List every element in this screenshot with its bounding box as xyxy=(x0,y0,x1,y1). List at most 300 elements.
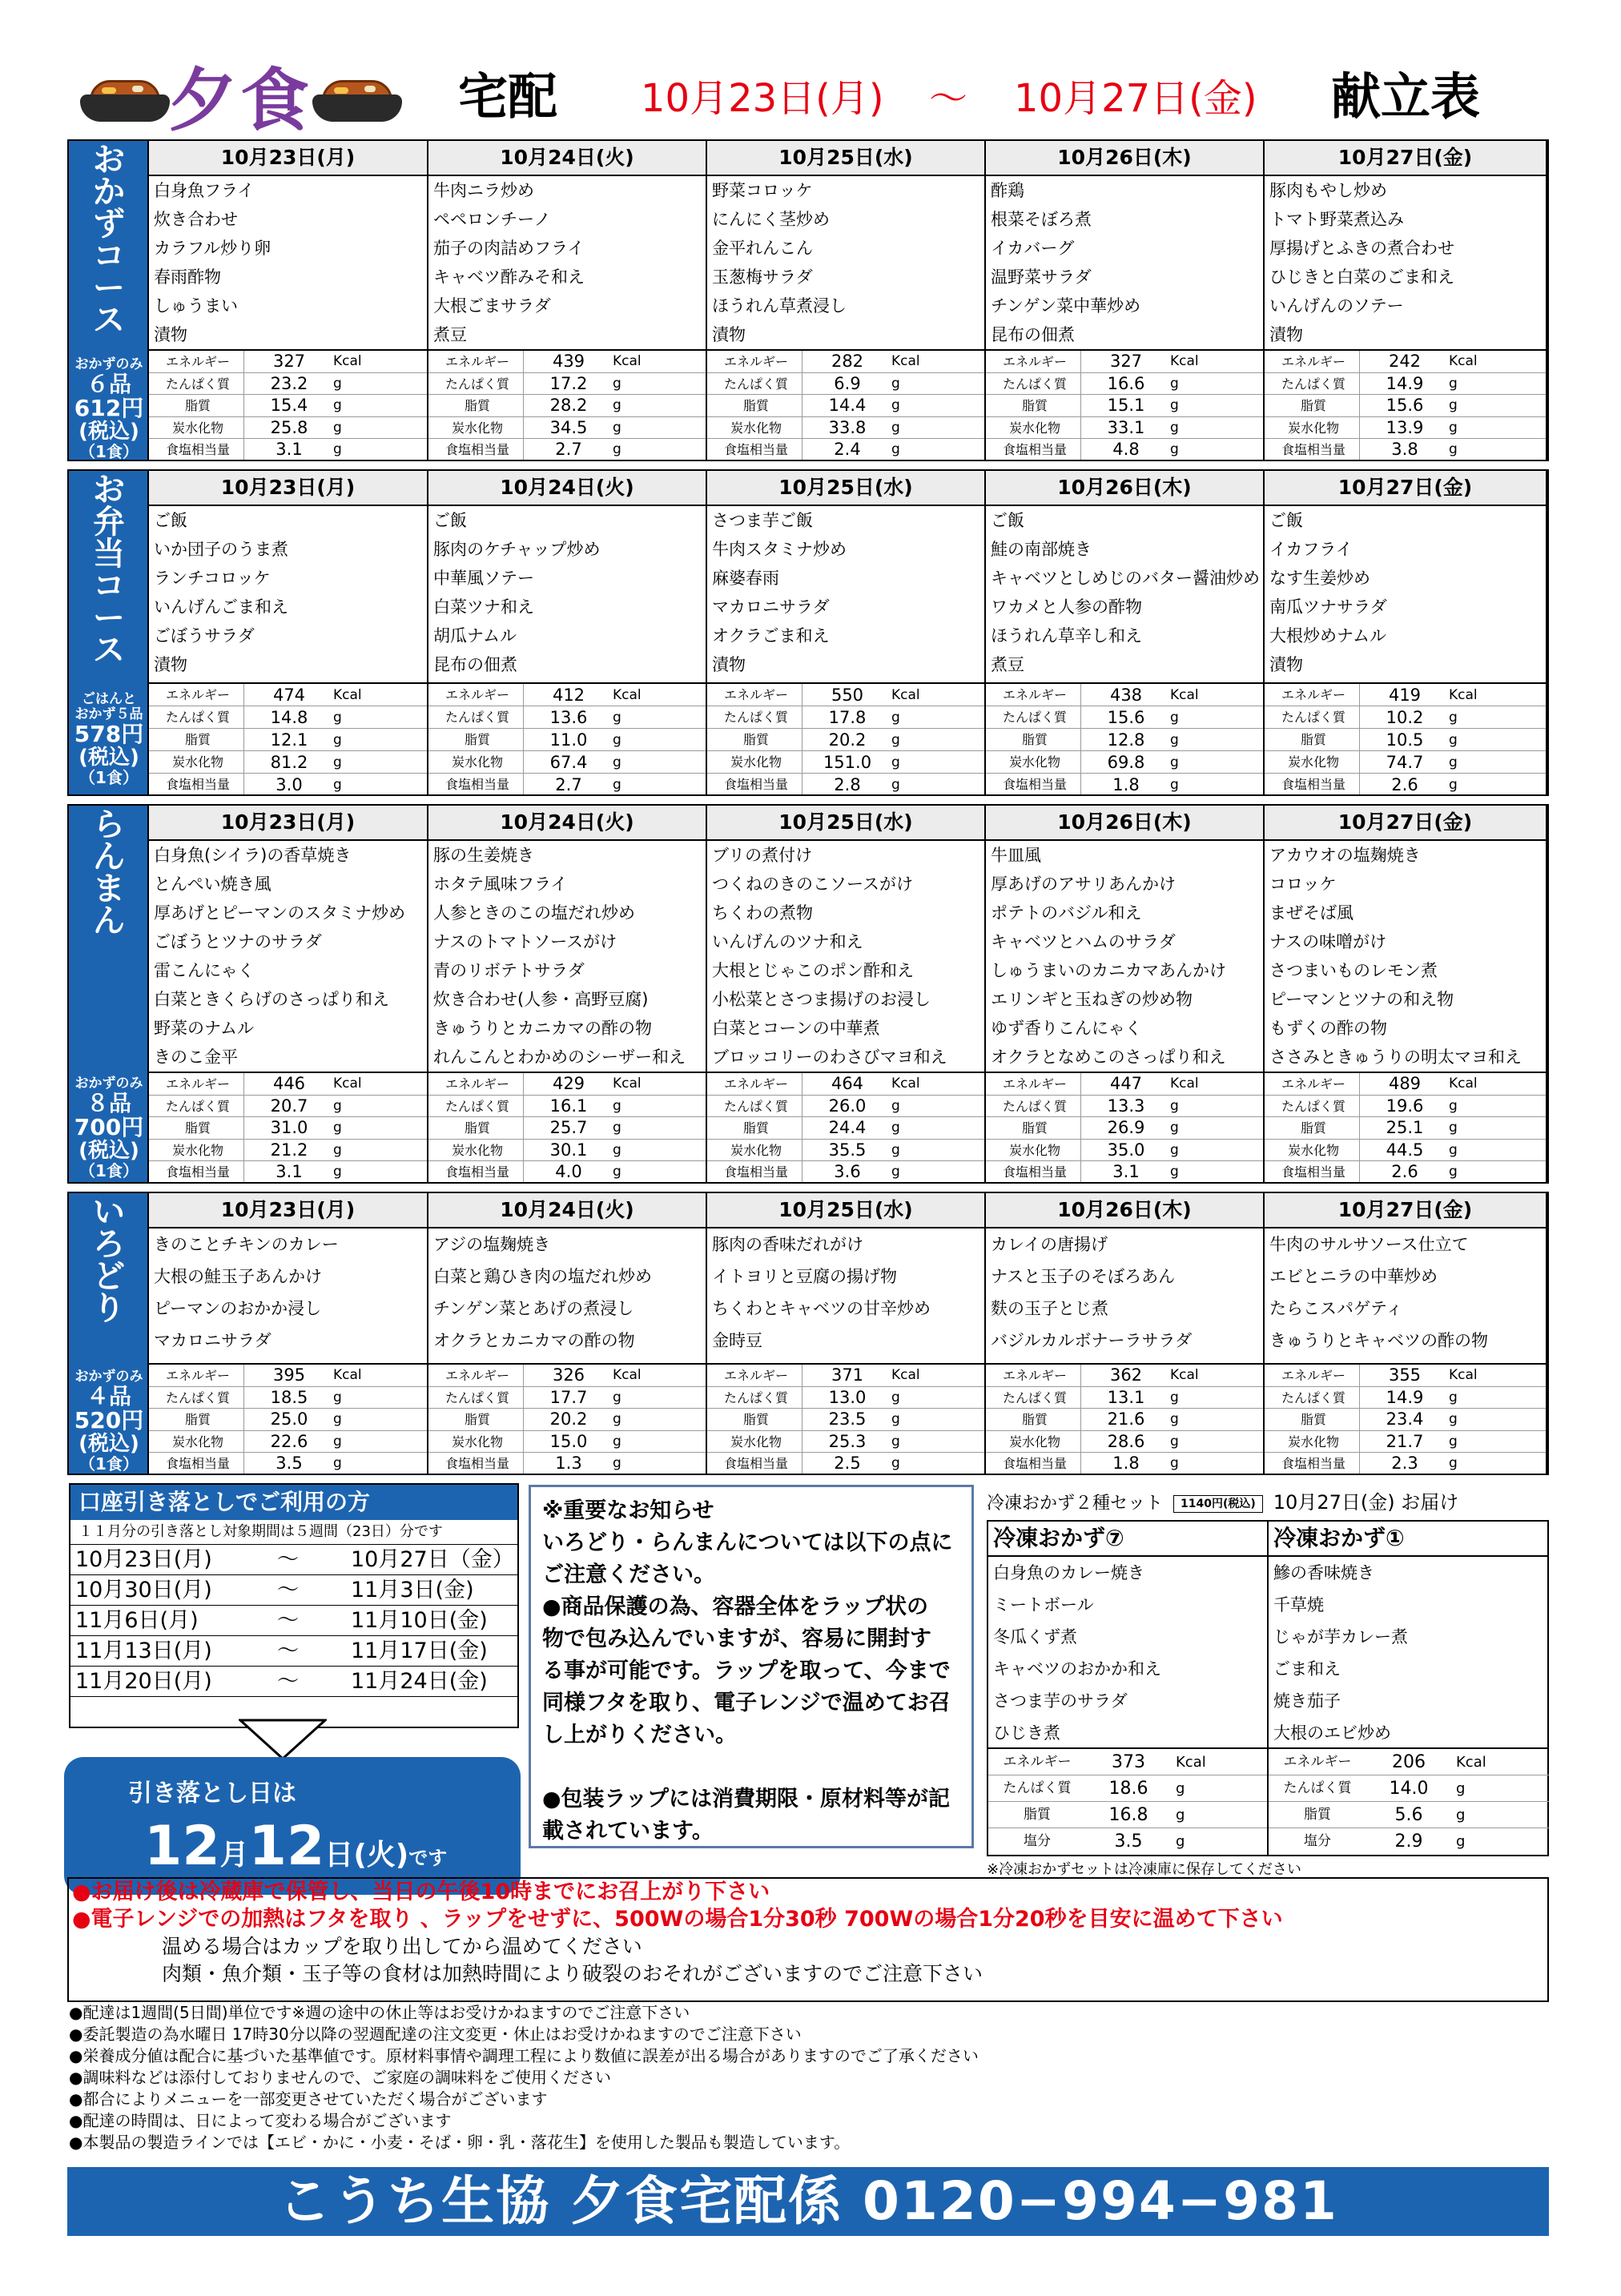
nutrition-unit: Kcal xyxy=(1170,687,1199,703)
menu-item: なす生姜炒め xyxy=(1269,569,1370,588)
nutrition-label: エネルギー xyxy=(444,1076,509,1092)
nutrition-label: 食塩相当量 xyxy=(165,777,230,792)
frozen-set-price: 1140円(税込) xyxy=(1173,1495,1263,1513)
nutrition-row-energy xyxy=(986,684,1263,706)
nutrition-label: 食塩相当量 xyxy=(723,1456,788,1472)
notice-line: ●商品保護の為、容器全体をラップ状の xyxy=(542,1594,929,1619)
frozen-item: 千草焼 xyxy=(1273,1595,1324,1614)
menu-item: マカロニサラダ xyxy=(154,1331,272,1350)
nutrition-value: 25.1 xyxy=(1386,1118,1424,1138)
nutrition-row-salt xyxy=(1265,1161,1546,1184)
debit-label: 引き落とし日は xyxy=(128,1779,296,1807)
date-to: 10月27日(金) xyxy=(1014,76,1257,121)
nutrition-label: 脂質 xyxy=(1021,398,1048,414)
day-menu xyxy=(149,506,428,682)
nutrition-row-fat xyxy=(428,395,706,417)
nutrition-row-fat xyxy=(986,1409,1263,1431)
nutrition-row-fat xyxy=(986,1117,1263,1140)
nutrition-value: 419 xyxy=(1388,686,1422,705)
nutrition-unit: g xyxy=(891,1097,900,1114)
nutrition-row-carb xyxy=(986,1140,1263,1162)
nutrition-value: 6.9 xyxy=(834,373,861,393)
nutrition-table xyxy=(428,1072,707,1182)
nutrition-unit: g xyxy=(1170,1433,1179,1450)
menu-item: 胡瓜ナムル xyxy=(433,626,517,645)
menu-item: 金時豆 xyxy=(712,1331,762,1350)
nutrition-label: エネルギー xyxy=(444,1368,509,1383)
nutrition-unit: g xyxy=(1449,1433,1458,1450)
menu-item: れんこんとわかめのシーザー和え xyxy=(433,1047,686,1067)
nutrition-label: たんぱく質 xyxy=(1281,1098,1345,1114)
nutrition-value: 15.1 xyxy=(1107,396,1145,416)
day-menu xyxy=(707,506,986,682)
nutrition-value: 14.0 xyxy=(1389,1779,1429,1799)
price-items: おかず５品 xyxy=(74,706,143,722)
nutrition-table xyxy=(149,1072,428,1182)
frozen-set xyxy=(987,1485,1549,1878)
day-header: 10月27日(金) xyxy=(1265,471,1547,506)
nutrition-unit: Kcal xyxy=(333,353,362,369)
menu-item: 豚の生姜焼き xyxy=(433,846,534,865)
nutrition-value: 25.8 xyxy=(270,417,308,437)
nutrition-label: 脂質 xyxy=(1300,1412,1326,1428)
nutrition-unit: Kcal xyxy=(613,1367,642,1383)
nutrition-unit: g xyxy=(891,1141,900,1158)
nutrition-unit: g xyxy=(891,777,900,793)
nutrition-value: 439 xyxy=(552,352,585,371)
nutrition-label: 食塩相当量 xyxy=(1281,1456,1345,1472)
nutrition-unit: g xyxy=(333,754,342,770)
menu-item: ひじきと白菜のごま和え xyxy=(1269,267,1454,287)
nutrition-value: 34.5 xyxy=(549,417,588,437)
nutrition-row-salt xyxy=(149,1453,427,1475)
nutrition-table xyxy=(1265,1072,1547,1182)
warning-cup: 温める場合はカップを取り出してから温めてください xyxy=(162,1935,642,1958)
note-item: ●調味料などは添付しておりませんので、ご家庭の調味料をご使用ください xyxy=(69,2068,612,2087)
menu-item: いんげんのソテー xyxy=(1269,296,1404,316)
nutrition-value: 327 xyxy=(1109,352,1143,371)
nutrition-row-energy xyxy=(149,351,427,373)
price-tax: (税込) xyxy=(78,1432,139,1456)
nutrition-value: 3.5 xyxy=(276,1454,303,1474)
nutrition-row-energy xyxy=(428,684,706,706)
nutrition-row-energy xyxy=(428,1365,706,1387)
nutrition-unit: g xyxy=(1170,1141,1179,1158)
nutrition-row-carb xyxy=(707,751,984,774)
nutrition-label: 脂質 xyxy=(184,1120,211,1136)
nutrition-table xyxy=(1265,349,1547,460)
nutrition-value: 464 xyxy=(831,1074,864,1093)
nutrition-value: 3.1 xyxy=(276,440,303,460)
frozen-item: 焼き茄子 xyxy=(1273,1691,1341,1711)
period-start: 11月6日(月) xyxy=(75,1608,199,1633)
nutrition-value: 412 xyxy=(552,686,585,705)
nutrition-label: 炭水化物 xyxy=(730,754,782,770)
page-title: 献立表 xyxy=(1331,67,1481,126)
price-items: ８品 xyxy=(86,1090,131,1116)
nutrition-value: 2.9 xyxy=(1394,1832,1423,1852)
nutrition-label: 脂質 xyxy=(1024,1807,1051,1823)
nutrition-row-protein xyxy=(1265,373,1546,396)
account-period-list xyxy=(70,1545,517,1697)
price-amount: 578円 xyxy=(74,721,144,747)
nutrition-value: 3.8 xyxy=(1391,440,1418,460)
nutrition-value: 23.2 xyxy=(270,373,308,393)
nutrition-unit: g xyxy=(891,441,900,458)
day-menu xyxy=(986,506,1265,682)
menu-item: キャベツ酢みそ和え xyxy=(433,267,585,287)
frozen-item: ひじき煮 xyxy=(993,1723,1060,1743)
debit-month-unit: 月 xyxy=(219,1839,249,1872)
day-menu xyxy=(428,1228,707,1363)
price-caption: おかずのみ xyxy=(74,356,143,372)
date-tilde: ～ xyxy=(929,76,968,121)
debit-day-unit: 日 xyxy=(324,1839,354,1872)
nutrition-unit: g xyxy=(1170,1164,1179,1180)
nutrition-row-carb xyxy=(149,1140,427,1162)
nutrition-label: 炭水化物 xyxy=(1008,1433,1060,1450)
nutrition-value: 16.8 xyxy=(1108,1805,1148,1825)
menu-item: チンゲン菜とあげの煮浸し xyxy=(433,1299,634,1318)
nutrition-value: 326 xyxy=(552,1365,585,1385)
nutrition-value: 17.8 xyxy=(828,708,867,727)
nutrition-value: 447 xyxy=(1109,1074,1143,1093)
frozen-nutrition-row xyxy=(988,1828,1267,1855)
note-item: ●委託製造の為水曜日 17時30分以降の翌週配達の注文変更・休止はお受けかねますのでご注意下さい xyxy=(69,2025,802,2044)
nutrition-unit: Kcal xyxy=(1170,1367,1199,1383)
frozen-item: 白身魚のカレー焼き xyxy=(993,1563,1144,1582)
nutrition-value: 28.2 xyxy=(549,396,588,416)
nutrition-unit: g xyxy=(891,419,900,436)
frozen-item: ごま和え xyxy=(1273,1659,1341,1679)
menu-item: ブリの煮付け xyxy=(712,846,813,865)
nutrition-value: 21.2 xyxy=(270,1140,308,1160)
nutrition-value: 12.8 xyxy=(1107,730,1145,750)
menu-item: イトヨリと豆腐の揚げ物 xyxy=(712,1267,897,1286)
nutrition-label: エネルギー xyxy=(1281,1076,1345,1092)
menu-item: さつまいものレモン煮 xyxy=(1269,961,1438,980)
nutrition-unit: g xyxy=(1170,1120,1179,1136)
nutrition-value: 81.2 xyxy=(270,753,308,772)
nutrition-label: 食塩相当量 xyxy=(1281,777,1345,792)
menu-item: ナスのトマトソースがけ xyxy=(433,932,617,951)
nutrition-row-energy xyxy=(1265,684,1546,706)
nutrition-unit: g xyxy=(1170,419,1179,436)
day-header: 10月24日(火) xyxy=(428,141,707,176)
menu-item: ペペロンチーノ xyxy=(433,210,551,229)
nutrition-label: 炭水化物 xyxy=(730,1433,782,1450)
date-from: 10月23日(月) xyxy=(641,76,884,121)
nutrition-unit: g xyxy=(1456,1833,1466,1850)
nutrition-unit: g xyxy=(891,1164,900,1180)
menu-item: カレイの唐揚げ xyxy=(991,1235,1108,1254)
nutrition-unit: g xyxy=(613,441,621,458)
nutrition-row-salt xyxy=(1265,439,1546,461)
nutrition-row-fat xyxy=(428,1117,706,1140)
day-menu xyxy=(149,176,428,349)
nutrition-unit: g xyxy=(613,1120,621,1136)
bowl-icon xyxy=(80,78,170,128)
nutrition-unit: g xyxy=(333,777,342,793)
nutrition-unit: g xyxy=(613,1411,621,1428)
frozen-item: キャベツのおかか和え xyxy=(993,1659,1161,1679)
menu-item: ホタテ風味フライ xyxy=(433,875,568,894)
nutrition-row-protein xyxy=(428,1096,706,1118)
nutrition-label: 食塩相当量 xyxy=(723,1164,788,1180)
nutrition-unit: g xyxy=(333,710,342,726)
nutrition-value: 3.5 xyxy=(1114,1832,1143,1852)
nutrition-table xyxy=(707,1363,986,1474)
nutrition-label: 脂質 xyxy=(742,398,769,414)
nutrition-value: 16.6 xyxy=(1107,373,1145,393)
nutrition-unit: g xyxy=(1170,1097,1179,1114)
nutrition-label: 炭水化物 xyxy=(451,420,503,436)
day-header: 10月26日(木) xyxy=(986,141,1265,176)
nutrition-label: たんぱく質 xyxy=(723,710,788,725)
nutrition-label: たんぱく質 xyxy=(444,1098,509,1114)
nutrition-unit: g xyxy=(613,419,621,436)
menu-item: にんにく茎炒め xyxy=(712,210,830,229)
menu-item: まぜそば風 xyxy=(1269,903,1354,923)
nutrition-label: 脂質 xyxy=(1021,1120,1048,1136)
nutrition-label: 食塩相当量 xyxy=(1281,442,1345,458)
nutrition-value: 15.6 xyxy=(1107,708,1145,727)
menu-item: 白菜と鶏ひき肉の塩だれ炒め xyxy=(433,1267,652,1286)
frozen-note: ※冷凍おかずセットは冷凍庫に保存してください xyxy=(987,1861,1301,1878)
menu-item: 南瓜ツナサラダ xyxy=(1269,597,1387,617)
nutrition-unit: Kcal xyxy=(613,1076,642,1092)
nutrition-label: エネルギー xyxy=(1283,1754,1352,1770)
nutrition-row-carb xyxy=(428,417,706,440)
menu-item: ブロッコリーのわさびマヨ和え xyxy=(712,1047,947,1067)
nutrition-row-carb xyxy=(149,1431,427,1454)
nutrition-unit: g xyxy=(891,1120,900,1136)
nutrition-value: 14.9 xyxy=(1386,373,1424,393)
menu-item: 煮豆 xyxy=(433,325,467,344)
nutrition-row-energy xyxy=(986,1365,1263,1387)
notes-list xyxy=(69,2002,1551,2153)
menu-item: さつま芋ご飯 xyxy=(712,511,813,530)
nutrition-unit: g xyxy=(1170,732,1179,748)
menu-item: 白身魚(シイラ)の香草焼き xyxy=(154,846,352,865)
nutrition-unit: g xyxy=(613,1141,621,1158)
nutrition-label: たんぱく質 xyxy=(444,710,509,725)
frozen-nutrition-row xyxy=(1269,1749,1549,1775)
nutrition-unit: g xyxy=(613,375,621,392)
nutrition-value: 28.6 xyxy=(1107,1431,1145,1451)
nutrition-unit: g xyxy=(1170,441,1179,458)
contact-footer: こうち生協 夕食宅配係 0120−994−981 xyxy=(67,2167,1549,2236)
course-block xyxy=(67,1192,1549,1475)
nutrition-label: エネルギー xyxy=(1003,1754,1072,1770)
nutrition-label: たんぱく質 xyxy=(1281,1389,1345,1405)
nutrition-row-salt xyxy=(707,1161,984,1184)
menu-item: 漬物 xyxy=(712,325,746,344)
menu-item: 豚肉のケチャップ炒め xyxy=(433,540,601,559)
nutrition-row-carb xyxy=(707,1140,984,1162)
nutrition-row-energy xyxy=(1265,1365,1546,1387)
course-sidebar xyxy=(69,471,149,794)
day-header: 10月23日(月) xyxy=(149,471,428,506)
nutrition-value: 21.7 xyxy=(1386,1431,1424,1451)
menu-item: 春雨酢物 xyxy=(154,267,221,287)
period-end: 11月17日(金) xyxy=(351,1639,488,1663)
period-tilde: ～ xyxy=(277,1547,299,1572)
menu-item: 大根ごまサラダ xyxy=(433,296,551,316)
nutrition-row-protein xyxy=(428,706,706,729)
nutrition-value: 69.8 xyxy=(1107,753,1145,772)
menu-item: 厚揚げとふきの煮合わせ xyxy=(1269,239,1454,258)
menu-item: ご飯 xyxy=(991,511,1024,530)
price-items: ６品 xyxy=(86,371,131,397)
nutrition-unit: g xyxy=(1449,732,1458,748)
nutrition-row-protein xyxy=(1265,1387,1546,1409)
nutrition-unit: g xyxy=(333,1120,342,1136)
nutrition-row-protein xyxy=(707,373,984,396)
debit-date xyxy=(144,1815,447,1878)
course-price xyxy=(69,357,149,460)
nutrition-unit: g xyxy=(613,777,621,793)
warning-microwave: ●電子レンジでの加熱はフタを取り 、ラップをせずに、500Wの場合1分30秒 700Wの場合1分20秒を目安に温めて下さい xyxy=(72,1907,1283,1932)
nutrition-label: 食塩相当量 xyxy=(1281,1164,1345,1180)
menu-item: キャベツとしめじのバター醤油炒め xyxy=(991,569,1260,588)
price-caption: おかずのみ xyxy=(74,1076,143,1092)
nutrition-value: 25.0 xyxy=(270,1409,308,1429)
nutrition-label: たんぱく質 xyxy=(165,710,230,725)
nutrition-value: 474 xyxy=(272,686,306,705)
day-header: 10月24日(火) xyxy=(428,806,707,841)
menu-item: 野菜のナムル xyxy=(154,1019,254,1038)
day-header: 10月23日(月) xyxy=(149,806,428,841)
nutrition-value: 20.2 xyxy=(828,730,867,750)
nutrition-row-carb xyxy=(1265,1431,1546,1454)
period-start: 10月30日(月) xyxy=(75,1578,212,1602)
nutrition-row-protein xyxy=(707,1096,984,1118)
frozen-item: じゃが芋カレー煮 xyxy=(1273,1627,1408,1647)
nutrition-table xyxy=(707,682,986,794)
nutrition-unit: g xyxy=(613,1389,621,1405)
nutrition-label: エネルギー xyxy=(165,687,230,702)
nutrition-unit: Kcal xyxy=(1449,687,1478,703)
day-menu xyxy=(1265,506,1547,682)
nutrition-value: 14.9 xyxy=(1386,1387,1424,1407)
nutrition-value: 67.4 xyxy=(549,753,588,772)
notice-line: 物で包み込んでいますが、容易に開封す xyxy=(542,1627,931,1651)
period-tilde: ～ xyxy=(277,1669,299,1694)
nutrition-value: 1.8 xyxy=(1112,1454,1140,1474)
menu-item: ごぼうサラダ xyxy=(154,626,255,645)
nutrition-unit: g xyxy=(1176,1833,1185,1850)
price-amount: 700円 xyxy=(74,1114,144,1140)
nutrition-table xyxy=(428,349,707,460)
nutrition-row-protein xyxy=(986,706,1263,729)
menu-item: マカロニサラダ xyxy=(712,597,830,617)
menu-item: 玉葱梅サラダ xyxy=(712,267,813,287)
price-amount: 612円 xyxy=(74,395,144,421)
notice-line: 載されています。 xyxy=(542,1819,714,1844)
nutrition-label: エネルギー xyxy=(444,354,509,369)
nutrition-value: 2.6 xyxy=(1391,775,1418,794)
nutrition-unit: g xyxy=(891,1455,900,1472)
nutrition-label: たんぱく質 xyxy=(1002,1389,1067,1405)
menu-item: 漬物 xyxy=(1269,325,1303,344)
course-name: い ろ ど り xyxy=(93,1194,125,1327)
nutrition-value: 23.4 xyxy=(1386,1409,1424,1429)
nutrition-row-fat xyxy=(428,729,706,751)
day-menu xyxy=(707,1228,986,1363)
nutrition-value: 74.7 xyxy=(1386,753,1424,772)
menu-item: 麻婆春雨 xyxy=(712,569,779,588)
menu-item: きのこ金平 xyxy=(154,1047,238,1067)
menu-item: ナスと玉子のそぼろあん xyxy=(991,1267,1176,1286)
nutrition-value: 12.1 xyxy=(270,730,308,750)
nutrition-label: たんぱく質 xyxy=(165,376,230,392)
menu-item: きゅうりとカニカマの酢の物 xyxy=(433,1019,652,1038)
nutrition-label: 食塩相当量 xyxy=(723,442,788,458)
nutrition-label: 脂質 xyxy=(464,1412,490,1428)
nutrition-table xyxy=(428,682,707,794)
note-item: ●配達は1週間(5日間)単位です※週の途中の休止等はお受けかねますのでご注意下さい xyxy=(69,2003,690,2022)
course-name: お か ず コ ー ス xyxy=(93,142,125,339)
nutrition-value: 14.8 xyxy=(270,708,308,727)
menu-item: 昆布の佃煮 xyxy=(991,325,1075,344)
account-period-row xyxy=(70,1575,517,1606)
nutrition-value: 429 xyxy=(552,1074,585,1093)
account-title: 口座引き落としでご利用の方 xyxy=(70,1485,517,1520)
day-header: 10月27日(金) xyxy=(1265,1193,1547,1228)
nutrition-label: たんぱく質 xyxy=(1281,710,1345,725)
nutrition-value: 13.3 xyxy=(1107,1096,1145,1116)
menu-item: ワカメと人参の酢物 xyxy=(991,597,1142,617)
frozen-item: 冬瓜くず煮 xyxy=(993,1627,1077,1647)
menu-item: 根菜そぼろ煮 xyxy=(991,210,1092,229)
menu-item: イカバーグ xyxy=(991,239,1075,258)
nutrition-unit: g xyxy=(1170,1455,1179,1472)
nutrition-label: 脂質 xyxy=(464,1120,490,1136)
nutrition-unit: g xyxy=(333,397,342,414)
nutrition-unit: g xyxy=(1449,375,1458,392)
nutrition-unit: Kcal xyxy=(613,353,642,369)
nutrition-value: 2.6 xyxy=(1391,1162,1418,1182)
nutrition-row-salt xyxy=(986,439,1263,461)
nutrition-unit: g xyxy=(891,375,900,392)
nutrition-label: 脂質 xyxy=(1021,1412,1048,1428)
note-item: ●配達の時間は、日によって変わる場合がございます xyxy=(69,2111,452,2130)
nutrition-unit: g xyxy=(891,397,900,414)
menu-item: 大根炒めナムル xyxy=(1269,626,1386,645)
nutrition-unit: g xyxy=(1449,1411,1458,1428)
menu-item: トマト野菜煮込み xyxy=(1269,210,1404,229)
nutrition-value: 242 xyxy=(1388,352,1422,371)
menu-item: 漬物 xyxy=(1269,655,1303,674)
nutrition-unit: g xyxy=(613,1455,621,1472)
nutrition-value: 3.1 xyxy=(276,1162,303,1182)
bowl-icon xyxy=(312,78,402,128)
course-block xyxy=(67,139,1549,461)
course-sidebar xyxy=(69,141,149,460)
menu-item: ご飯 xyxy=(433,511,467,530)
frozen-delivery: 10月27日(金) お届け xyxy=(1273,1491,1459,1514)
nutrition-row-salt xyxy=(986,1161,1263,1184)
note-item: ●都合によりメニューを一部変更させていただく場合がございます xyxy=(69,2089,548,2109)
nutrition-row-salt xyxy=(149,1161,427,1184)
nutrition-value: 10.5 xyxy=(1386,730,1424,750)
price-tax: (税込) xyxy=(78,420,139,444)
nutrition-label: 脂質 xyxy=(1300,398,1326,414)
day-header: 10月24日(火) xyxy=(428,471,707,506)
nutrition-unit: Kcal xyxy=(891,1367,920,1383)
menu-item: たらこスパゲティ xyxy=(1269,1299,1403,1318)
